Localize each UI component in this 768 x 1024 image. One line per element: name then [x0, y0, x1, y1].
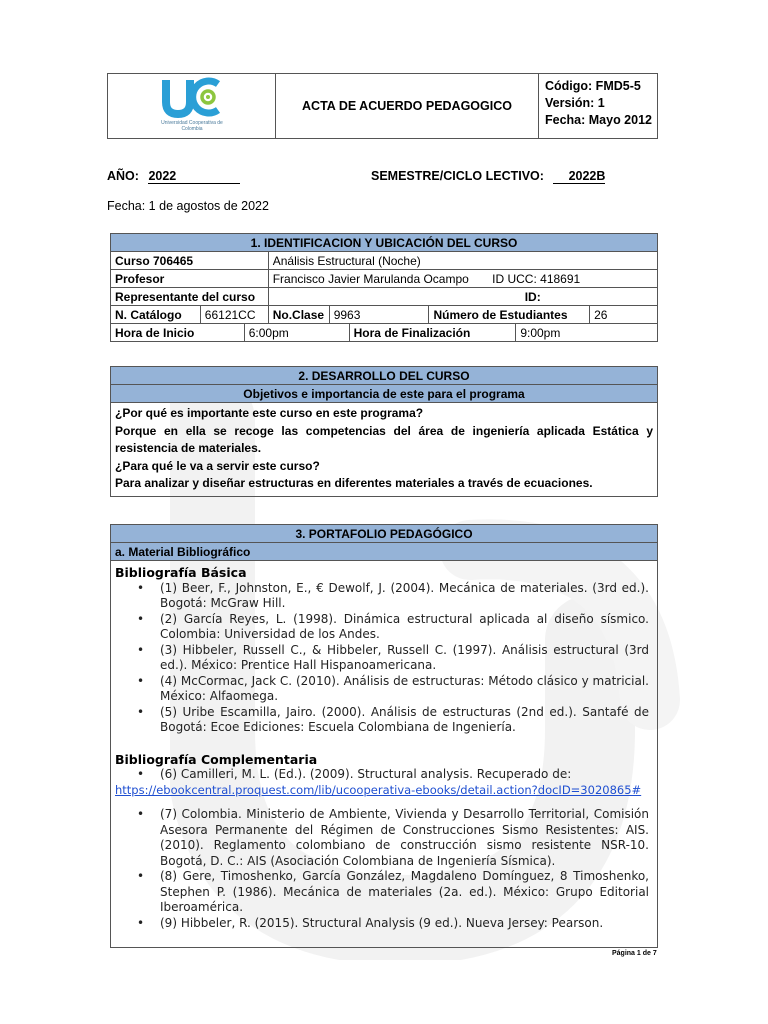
noclase-value: 9963 — [329, 306, 429, 324]
bibliografia-complementaria-title: Bibliografía Complementaria — [115, 751, 318, 767]
list-item: • (2) García Reyes, L. (1998). Dinámica estructural aplicada al diseño sísmico. Colombia: Universidad de los Andes. — [115, 612, 649, 643]
catalogo-label: N. Catálogo — [111, 306, 201, 324]
fecha-doc: Fecha: Mayo 2012 — [545, 113, 652, 127]
codigo: Código: FMD5-5 — [545, 79, 641, 93]
anio-value: 2022 — [148, 169, 240, 184]
section2-body — [111, 403, 657, 496]
university-logo — [152, 76, 232, 136]
catalogo-value: 66121CC — [200, 306, 268, 324]
profesor-cell — [268, 270, 657, 288]
section3-title: 3. PORTAFOLIO PEDAGÓGICO — [111, 525, 657, 543]
section1-title: 1. IDENTIFICACION Y UBICACIÓN DEL CURSO — [111, 234, 658, 252]
semestre-value: 2022B — [553, 169, 605, 184]
document-title: ACTA DE ACUERDO PEDAGOGICO — [276, 74, 539, 138]
ebook-link[interactable]: https://ebookcentral.proquest.com/lib/ucooperativa-ebooks/detail.action?docID=3020865# — [115, 782, 642, 797]
list-item: • (9) Hibbeler, R. (2015). Structural Analysis (9 ed.). Nueva Jersey: Pearson. — [115, 916, 649, 932]
page-number: Página 1 de 7 — [612, 950, 657, 957]
section1-table — [110, 233, 658, 342]
noclase-label: No.Clase — [268, 306, 329, 324]
list-item: • (4) McCormac, Jack C. (2010). Análisis de estructuras: Método clásico y matricial. México: Alfaomega. — [115, 674, 649, 705]
list-item: • (8) Gere, Timoshenko, García González, Magdaleno Domínguez, 8 Timoshenko, Stephen P. (1986). Mecánica de materiales (2a. ed.). México: Grupo Editorial Iberoamérica. — [115, 869, 649, 916]
fin-value: 9:00pm — [516, 324, 658, 342]
bibliografia-complementaria-list-cont — [115, 807, 649, 931]
anio-label: AÑO: — [107, 169, 139, 183]
question-1: ¿Por qué es importante este curso en este programa? — [115, 406, 424, 420]
material-bibliografico-label: a. Material Bibliográfico — [111, 543, 657, 561]
ucc-logo-icon — [152, 76, 232, 120]
list-item: • (1) Beer, F., Johnston, E., € Dewolf, J. (2004). Mecánica de materiales. (3rd ed.). Bogotá: McGraw Hill. — [115, 581, 649, 612]
bibliography-content — [111, 561, 657, 931]
representante-id: ID: — [268, 288, 657, 306]
answer-2: Para analizar y diseñar estructuras en diferentes materiales a través de ecuaciones. — [115, 476, 593, 490]
list-item: • (5) Uribe Escamilla, Jairo. (2000). Análisis de estructuras (2nd ed.). Santafé de Bogotá: Ecoe Ediciones: Escuela Colombiana de Ingeniería. — [115, 705, 649, 736]
inicio-label: Hora de Inicio — [111, 324, 245, 342]
curso-nombre: Análisis Estructural (Noche) — [268, 252, 657, 270]
section2 — [110, 366, 658, 497]
version: Versión: 1 — [545, 96, 605, 110]
curso-code: Curso 706465 — [111, 252, 269, 270]
fin-label: Hora de Finalización — [349, 324, 516, 342]
fecha-line: Fecha: 1 de agostos de 2022 — [107, 199, 269, 213]
bibliografia-basica-list — [115, 581, 649, 736]
id-ucc: ID UCC: 418691 — [492, 271, 581, 286]
document-header — [107, 73, 658, 139]
section2-title: 2. DESARROLLO DEL CURSO — [111, 367, 657, 385]
estudiantes-value: 26 — [590, 306, 658, 324]
estudiantes-label: Número de Estudiantes — [429, 306, 590, 324]
section3 — [110, 524, 658, 948]
representante-label: Representante del curso — [111, 288, 269, 306]
inicio-value: 6:00pm — [244, 324, 349, 342]
list-item: • (7) Colombia. Ministerio de Ambiente, Vivienda y Desarrollo Territorial, Comisión Asesora Permanente del Régimen de Construcciones Sismo Resistentes: AIS. (2010). Reglamento colombiano de construcción sismo resistente NSR-10. Bogotá, D. C.: AIS (Asociación Colombiana de Ingeniería Sísmica). — [115, 807, 649, 869]
document-meta — [539, 74, 657, 138]
semestre-label: SEMESTRE/CICLO LECTIVO: — [371, 169, 544, 183]
profesor-label: Profesor — [111, 270, 269, 288]
profesor-name: Francisco Javier Marulanda Ocampo — [272, 271, 469, 286]
list-item: • (6) Camilleri, M. L. (Ed.). (2009). Structural analysis. Recuperado de: — [115, 767, 649, 783]
answer-1: Porque en ella se recoge las competencias del área de ingeniería aplicada Estática y resistencia de materiales. — [115, 423, 653, 455]
anio-line — [107, 169, 240, 184]
list-item: • (3) Hibbeler, Russell C., & Hibbeler, Russell C. (1997). Análisis estructural (3rd ed.). México: Prentice Hall Hispanoamericana. — [115, 643, 649, 674]
question-2: ¿Para qué le va a servir este curso? — [115, 458, 320, 473]
semestre-line — [371, 169, 605, 184]
logo-text: Universidad Cooperativa de Colombia — [161, 120, 223, 132]
bibliografia-basica-title: Bibliografía Básica — [115, 565, 247, 580]
section2-subtitle: Objetivos e importancia de este para el programa — [111, 385, 657, 403]
bibliografia-complementaria-list — [115, 767, 649, 783]
logo-cell — [108, 74, 276, 138]
